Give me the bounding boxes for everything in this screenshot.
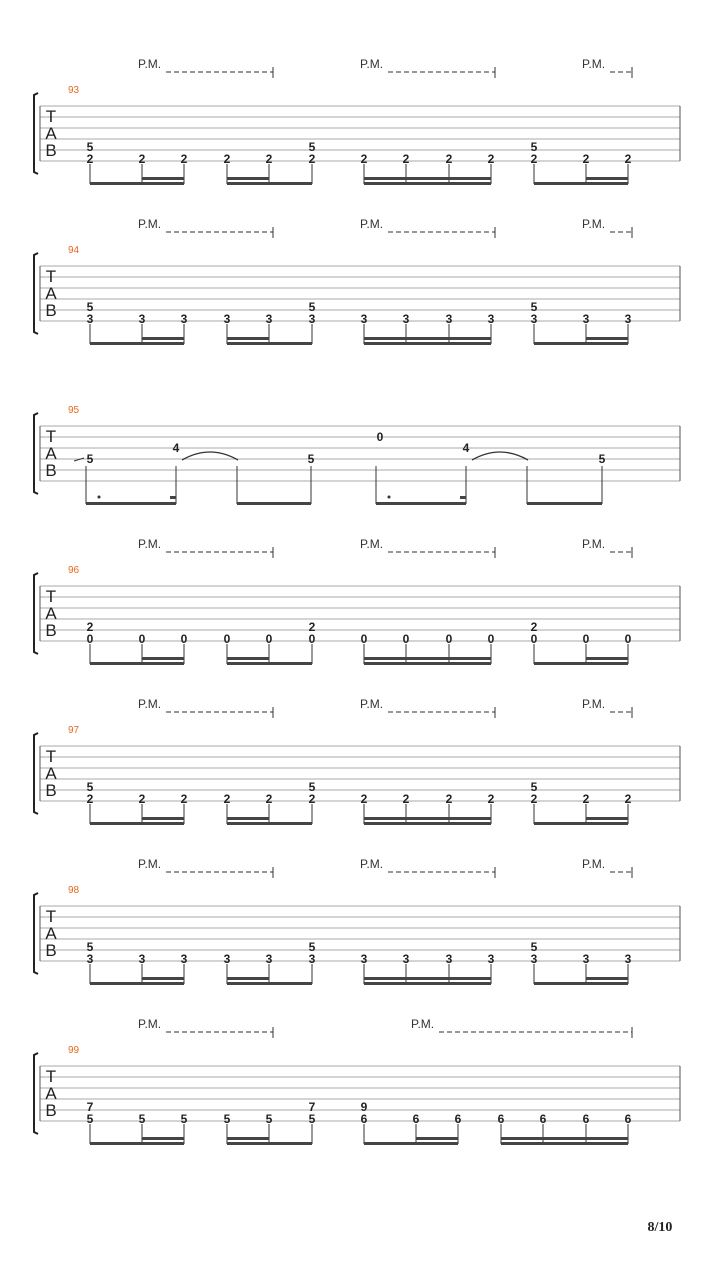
fret-number: 2 bbox=[86, 620, 94, 634]
fret-number: 0 bbox=[582, 632, 590, 646]
palm-mute-label: P.M. bbox=[360, 217, 384, 231]
beam bbox=[534, 662, 628, 665]
beam bbox=[364, 657, 491, 660]
palm-mute-label: P.M. bbox=[138, 217, 162, 231]
measure-number: 96 bbox=[68, 565, 80, 576]
beam bbox=[364, 817, 491, 820]
fret-number: 5 bbox=[530, 780, 538, 794]
fret-number: 2 bbox=[265, 152, 273, 166]
fret-number: 2 bbox=[582, 152, 590, 166]
palm-mute-label: P.M. bbox=[360, 697, 384, 711]
page-number: 8/10 bbox=[647, 1220, 673, 1235]
beam bbox=[142, 177, 184, 180]
fret-number: 0 bbox=[487, 632, 495, 646]
tab-clef-letter: A bbox=[45, 284, 57, 303]
tab-system-98 bbox=[34, 857, 680, 985]
beam bbox=[142, 817, 184, 820]
fret-number: 5 bbox=[530, 300, 538, 314]
measure-number: 95 bbox=[68, 405, 80, 416]
fret-number: 4 bbox=[462, 441, 470, 455]
rhythm-dot bbox=[388, 496, 391, 499]
fret-number: 2 bbox=[138, 792, 146, 806]
beam bbox=[142, 977, 184, 980]
tab-clef-letter: B bbox=[45, 301, 57, 320]
fret-number: 0 bbox=[308, 632, 316, 646]
tab-clef-letter: B bbox=[45, 621, 57, 640]
system-bracket bbox=[34, 733, 38, 814]
beam bbox=[364, 977, 491, 980]
fret-number: 2 bbox=[530, 620, 538, 634]
beam bbox=[142, 1137, 184, 1140]
system-bracket bbox=[34, 573, 38, 654]
beam bbox=[534, 182, 628, 185]
fret-number: 5 bbox=[86, 1112, 94, 1126]
tab-clef-letter: T bbox=[45, 747, 57, 766]
fret-number: 5 bbox=[86, 780, 94, 794]
tab-system-96 bbox=[34, 537, 680, 665]
palm-mute-label: P.M. bbox=[138, 1017, 162, 1031]
tab-clef-letter: B bbox=[45, 941, 57, 960]
fret-number: 2 bbox=[180, 152, 188, 166]
fret-number: 2 bbox=[223, 152, 231, 166]
fret-number: 5 bbox=[308, 940, 316, 954]
fret-number: 2 bbox=[360, 792, 368, 806]
beam bbox=[227, 337, 269, 340]
tab-clef-letter: A bbox=[45, 444, 57, 463]
fret-number: 2 bbox=[445, 152, 453, 166]
beam bbox=[364, 1142, 458, 1145]
tab-clef-letter: A bbox=[45, 764, 57, 783]
measure-number: 97 bbox=[68, 725, 80, 736]
beam bbox=[586, 337, 628, 340]
fret-number: 3 bbox=[530, 952, 538, 966]
fret-number: 3 bbox=[445, 312, 453, 326]
system-bracket bbox=[34, 1053, 38, 1134]
fret-number: 5 bbox=[530, 140, 538, 154]
fret-number: 5 bbox=[86, 140, 94, 154]
beam bbox=[227, 657, 269, 660]
fret-number: 6 bbox=[454, 1112, 462, 1126]
fret-number: 3 bbox=[487, 312, 495, 326]
tab-clef-letter: T bbox=[45, 107, 57, 126]
tab-system-95 bbox=[34, 405, 680, 505]
fret-number: 2 bbox=[86, 792, 94, 806]
fret-number: 5 bbox=[86, 452, 94, 466]
beam bbox=[364, 822, 491, 825]
beam bbox=[227, 177, 269, 180]
fret-number: 3 bbox=[180, 312, 188, 326]
beam bbox=[534, 982, 628, 985]
fret-number: 2 bbox=[180, 792, 188, 806]
beam bbox=[227, 662, 312, 665]
beam bbox=[416, 1137, 458, 1140]
beam bbox=[227, 977, 269, 980]
fret-number: 2 bbox=[487, 152, 495, 166]
fret-number: 3 bbox=[223, 952, 231, 966]
fret-number: 9 bbox=[360, 1100, 368, 1114]
fret-number: 7 bbox=[86, 1100, 94, 1114]
fret-number: 2 bbox=[624, 152, 632, 166]
fret-number: 2 bbox=[582, 792, 590, 806]
fret-number: 5 bbox=[223, 1112, 231, 1126]
fret-number: 0 bbox=[223, 632, 231, 646]
tab-clef-letter: T bbox=[45, 907, 57, 926]
fret-number: 2 bbox=[360, 152, 368, 166]
fret-number: 2 bbox=[138, 152, 146, 166]
palm-mute-label: P.M. bbox=[138, 697, 162, 711]
tab-system-97 bbox=[34, 697, 680, 825]
beam bbox=[364, 982, 491, 985]
fret-number: 5 bbox=[138, 1112, 146, 1126]
fret-number: 2 bbox=[402, 792, 410, 806]
beam bbox=[586, 177, 628, 180]
fret-number: 2 bbox=[530, 792, 538, 806]
fret-number: 0 bbox=[86, 632, 94, 646]
tab-clef-letter: A bbox=[45, 924, 57, 943]
fret-number: 5 bbox=[598, 452, 606, 466]
fret-number: 0 bbox=[376, 430, 384, 444]
tab-clef-letter: T bbox=[45, 587, 57, 606]
palm-mute-label: P.M. bbox=[138, 857, 162, 871]
tab-system-93 bbox=[34, 57, 680, 185]
palm-mute-label: P.M. bbox=[582, 857, 606, 871]
tab-clef-letter: B bbox=[45, 781, 57, 800]
beam bbox=[364, 342, 491, 345]
fret-number: 5 bbox=[86, 940, 94, 954]
system-bracket bbox=[34, 413, 38, 494]
beam bbox=[364, 177, 491, 180]
fret-number: 0 bbox=[138, 632, 146, 646]
beam bbox=[90, 1142, 184, 1145]
fret-number: 6 bbox=[497, 1112, 505, 1126]
beam bbox=[227, 817, 269, 820]
tab-clef-letter: A bbox=[45, 604, 57, 623]
fret-number: 2 bbox=[308, 792, 316, 806]
system-bracket bbox=[34, 253, 38, 334]
fret-number: 2 bbox=[530, 152, 538, 166]
beam bbox=[364, 337, 491, 340]
palm-mute-label: P.M. bbox=[582, 697, 606, 711]
fret-number: 2 bbox=[624, 792, 632, 806]
fret-number: 5 bbox=[307, 452, 315, 466]
fret-number: 3 bbox=[223, 312, 231, 326]
fret-number: 0 bbox=[180, 632, 188, 646]
beam bbox=[364, 182, 491, 185]
tab-clef-letter: B bbox=[45, 141, 57, 160]
tab-clef-letter: T bbox=[45, 1067, 57, 1086]
fret-number: 0 bbox=[445, 632, 453, 646]
fret-number: 3 bbox=[445, 952, 453, 966]
fret-number: 0 bbox=[624, 632, 632, 646]
fret-number: 5 bbox=[86, 300, 94, 314]
beam bbox=[227, 1137, 269, 1140]
fret-number: 2 bbox=[487, 792, 495, 806]
fret-number: 3 bbox=[265, 952, 273, 966]
palm-mute-label: P.M. bbox=[582, 537, 606, 551]
fret-number: 6 bbox=[624, 1112, 632, 1126]
fret-number: 2 bbox=[308, 620, 316, 634]
fret-number: 5 bbox=[308, 140, 316, 154]
fret-number: 2 bbox=[402, 152, 410, 166]
fret-number: 4 bbox=[172, 441, 180, 455]
fret-number: 3 bbox=[582, 952, 590, 966]
palm-mute-label: P.M. bbox=[360, 857, 384, 871]
tab-clef-letter: B bbox=[45, 461, 57, 480]
fret-number: 3 bbox=[487, 952, 495, 966]
beam bbox=[90, 182, 184, 185]
measure-number: 94 bbox=[68, 245, 80, 256]
fret-number: 3 bbox=[308, 312, 316, 326]
fret-number: 3 bbox=[402, 312, 410, 326]
beam bbox=[142, 657, 184, 660]
beam bbox=[586, 977, 628, 980]
beam bbox=[227, 342, 312, 345]
fret-number: 0 bbox=[360, 632, 368, 646]
palm-mute-label: P.M. bbox=[360, 57, 384, 71]
beam bbox=[586, 657, 628, 660]
fret-number: 5 bbox=[180, 1112, 188, 1126]
beam bbox=[501, 1137, 628, 1140]
fret-number: 0 bbox=[402, 632, 410, 646]
system-bracket bbox=[34, 93, 38, 174]
system-bracket bbox=[34, 893, 38, 974]
fret-number: 6 bbox=[412, 1112, 420, 1126]
beam bbox=[227, 182, 312, 185]
beam bbox=[237, 502, 311, 505]
fret-number: 0 bbox=[530, 632, 538, 646]
fret-number: 6 bbox=[582, 1112, 590, 1126]
fret-number: 2 bbox=[223, 792, 231, 806]
tab-system-94 bbox=[34, 217, 680, 345]
fret-number: 3 bbox=[360, 312, 368, 326]
palm-mute-label: P.M. bbox=[582, 217, 606, 231]
beam-stub bbox=[170, 496, 176, 499]
rhythm-dot bbox=[98, 496, 101, 499]
fret-number: 3 bbox=[582, 312, 590, 326]
fret-number: 2 bbox=[445, 792, 453, 806]
fret-number: 3 bbox=[402, 952, 410, 966]
fret-number: 3 bbox=[138, 952, 146, 966]
beam bbox=[534, 822, 628, 825]
fret-number: 3 bbox=[360, 952, 368, 966]
palm-mute-label: P.M. bbox=[138, 537, 162, 551]
beam bbox=[534, 342, 628, 345]
beam bbox=[86, 502, 176, 505]
fret-number: 5 bbox=[530, 940, 538, 954]
fret-number: 2 bbox=[86, 152, 94, 166]
tab-clef-letter: A bbox=[45, 1084, 57, 1103]
tab-clef-letter: A bbox=[45, 124, 57, 143]
beam bbox=[90, 982, 184, 985]
fret-number: 3 bbox=[86, 312, 94, 326]
fret-number: 2 bbox=[308, 152, 316, 166]
beam bbox=[376, 502, 466, 505]
fret-number: 5 bbox=[308, 780, 316, 794]
palm-mute-label: P.M. bbox=[582, 57, 606, 71]
tab-clef-letter: T bbox=[45, 267, 57, 286]
measure-number: 98 bbox=[68, 885, 80, 896]
measure-number: 99 bbox=[68, 1045, 80, 1056]
fret-number: 6 bbox=[360, 1112, 368, 1126]
fret-number: 2 bbox=[265, 792, 273, 806]
fret-number: 6 bbox=[539, 1112, 547, 1126]
palm-mute-label: P.M. bbox=[138, 57, 162, 71]
tab-clef-letter: T bbox=[45, 427, 57, 446]
tab-system-99 bbox=[34, 1017, 680, 1145]
beam bbox=[227, 822, 312, 825]
beam bbox=[90, 342, 184, 345]
beam bbox=[142, 337, 184, 340]
fret-number: 5 bbox=[308, 300, 316, 314]
palm-mute-label: P.M. bbox=[411, 1017, 435, 1031]
beam bbox=[364, 662, 491, 665]
fret-number: 5 bbox=[308, 1112, 316, 1126]
fret-number: 0 bbox=[265, 632, 273, 646]
beam bbox=[527, 502, 602, 505]
beam bbox=[90, 662, 184, 665]
beam bbox=[90, 822, 184, 825]
fret-number: 3 bbox=[624, 312, 632, 326]
beam bbox=[227, 1142, 312, 1145]
fret-number: 3 bbox=[138, 312, 146, 326]
beam bbox=[586, 817, 628, 820]
tab-clef-letter: B bbox=[45, 1101, 57, 1120]
beam bbox=[501, 1142, 628, 1145]
fret-number: 3 bbox=[86, 952, 94, 966]
palm-mute-label: P.M. bbox=[360, 537, 384, 551]
beam bbox=[227, 982, 312, 985]
fret-number: 3 bbox=[180, 952, 188, 966]
fret-number: 3 bbox=[265, 312, 273, 326]
fret-number: 3 bbox=[624, 952, 632, 966]
fret-number: 7 bbox=[308, 1100, 316, 1114]
fret-number: 5 bbox=[265, 1112, 273, 1126]
measure-number: 93 bbox=[68, 85, 80, 96]
fret-number: 3 bbox=[308, 952, 316, 966]
beam-stub bbox=[460, 496, 466, 499]
fret-number: 3 bbox=[530, 312, 538, 326]
